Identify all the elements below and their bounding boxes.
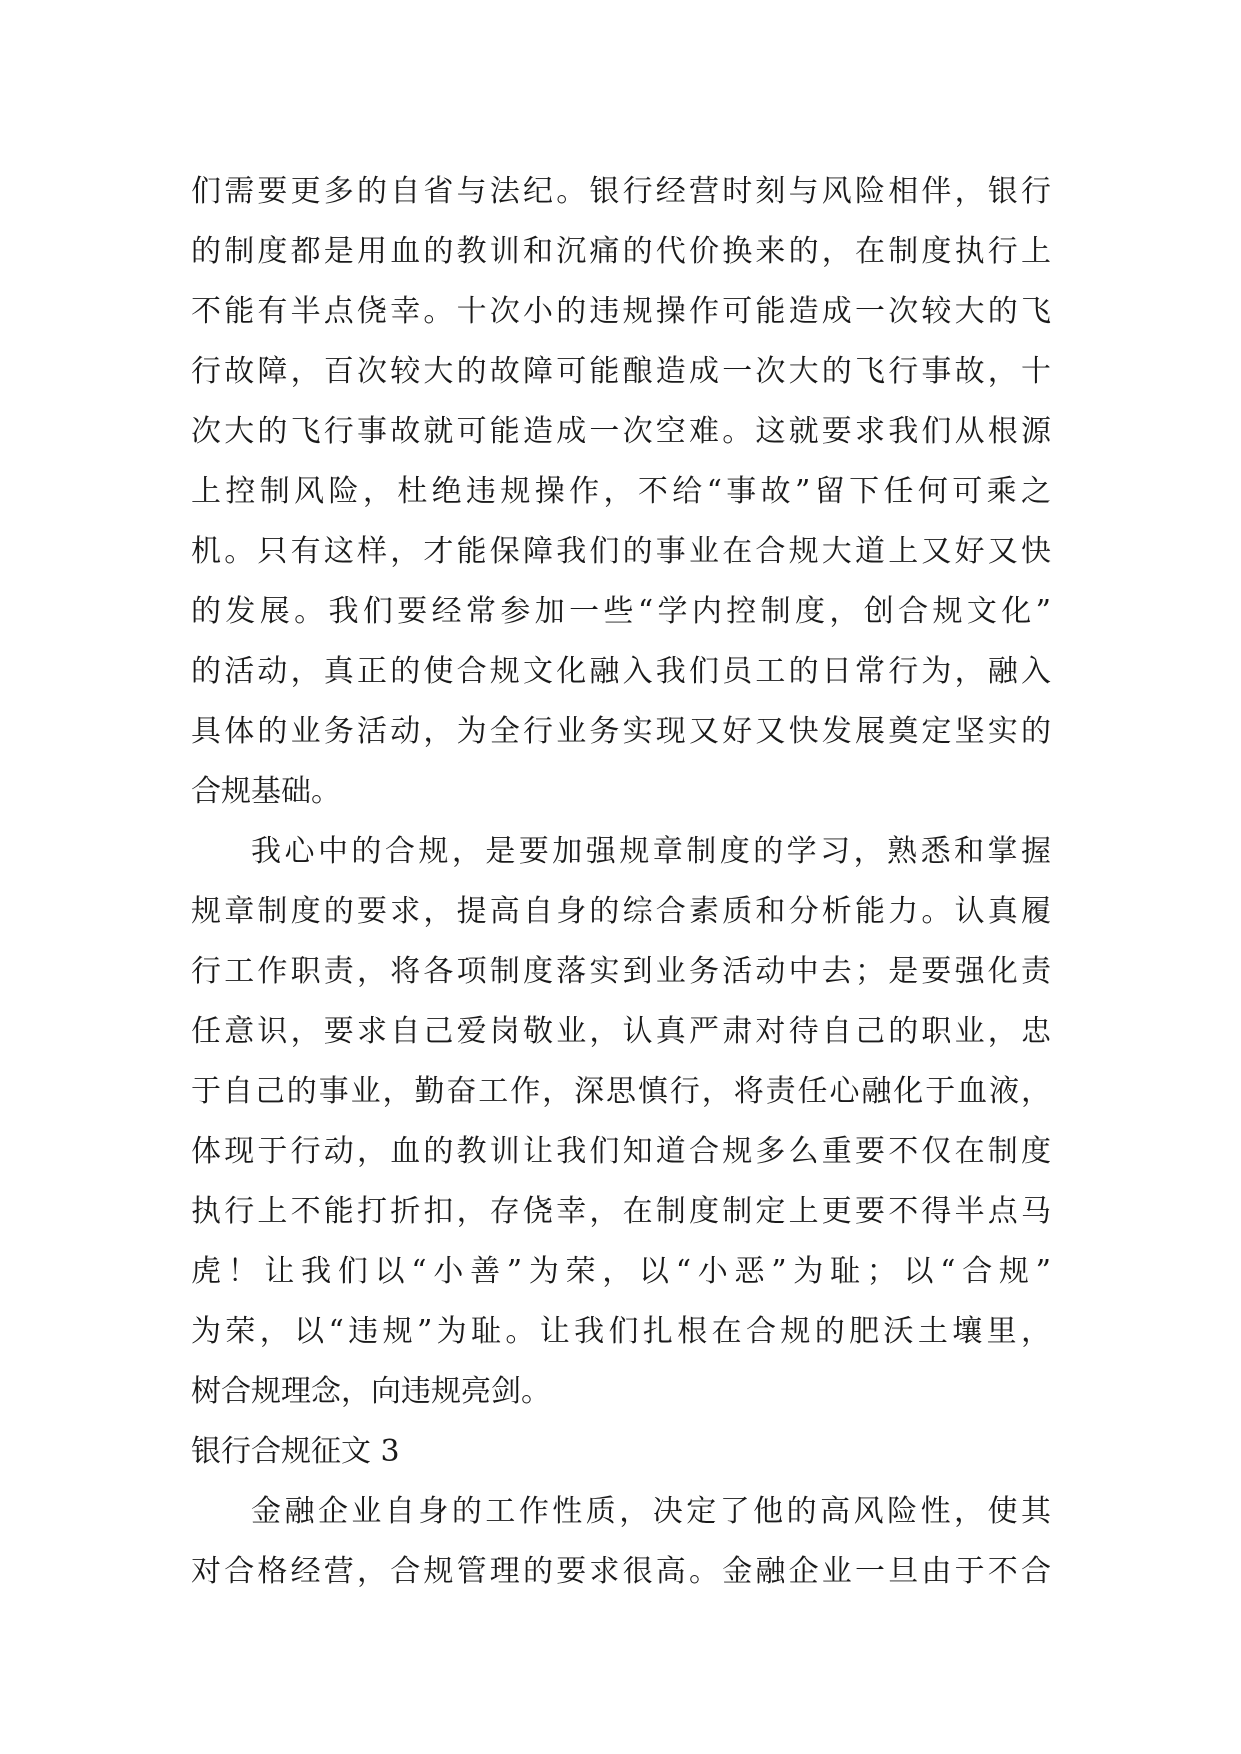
text-line: 们需要更多的自省与法纪。银行经营时刻与风险相伴，银行 — [191, 174, 1051, 209]
text-line: 的活动，真正的使合规文化融入我们员工的日常行为，融入 — [191, 654, 1051, 689]
text-line: 为荣，以“违规”为耻。让我们扎根在合规的肥沃土壤里， — [191, 1314, 1051, 1349]
text-line: 的发展。我们要经常参加一些“学内控制度，创合规文化” — [191, 594, 1051, 629]
text-line: 树合规理念，向违规亮剑。 — [191, 1374, 551, 1409]
text-line: 金融企业自身的工作性质，决定了他的高风险性，使其 — [251, 1494, 1051, 1529]
paragraph — [191, 162, 1051, 822]
text-line: 行故障，百次较大的故障可能酿造成一次大的飞行事故，十 — [191, 354, 1051, 389]
text-line: 对合格经营，合规管理的要求很高。金融企业一旦由于不合 — [191, 1554, 1051, 1589]
text-line: 行工作职责，将各项制度落实到业务活动中去；是要强化责 — [191, 954, 1051, 989]
text-line: 虎！让我们以“小善”为荣，以“小恶”为耻；以“合规” — [191, 1254, 1051, 1289]
text-line: 次大的飞行事故就可能造成一次空难。这就要求我们从根源 — [191, 414, 1051, 449]
text-line: 规章制度的要求，提高自身的综合素质和分析能力。认真履 — [191, 894, 1051, 929]
text-line: 任意识，要求自己爱岗敬业，认真严肃对待自己的职业，忠 — [191, 1014, 1051, 1049]
text-line: 执行上不能打折扣，存侥幸，在制度制定上更要不得半点马 — [191, 1194, 1051, 1229]
text-line: 体现于行动，血的教训让我们知道合规多么重要不仅在制度 — [191, 1134, 1051, 1169]
text-line: 机。只有这样，才能保障我们的事业在合规大道上又好又快 — [191, 534, 1051, 569]
text-line: 的制度都是用血的教训和沉痛的代价换来的，在制度执行上 — [191, 234, 1051, 269]
text-line: 不能有半点侥幸。十次小的违规操作可能造成一次较大的飞 — [191, 294, 1051, 329]
text-line: 于自己的事业，勤奋工作，深思慎行，将责任心融化于血液， — [191, 1074, 1051, 1109]
text-line: 具体的业务活动，为全行业务实现又好又快发展奠定坚实的 — [191, 714, 1051, 749]
section-heading: 银行合规征文 3 — [191, 1434, 400, 1469]
text-line: 合规基础。 — [191, 774, 341, 809]
text-line: 我心中的合规，是要加强规章制度的学习，熟悉和掌握 — [251, 834, 1051, 869]
paragraph — [191, 1482, 1051, 1602]
document-body — [191, 162, 1051, 1602]
text-line: 上控制风险，杜绝违规操作，不给“事故”留下任何可乘之 — [191, 474, 1051, 509]
paragraph — [191, 822, 1051, 1422]
